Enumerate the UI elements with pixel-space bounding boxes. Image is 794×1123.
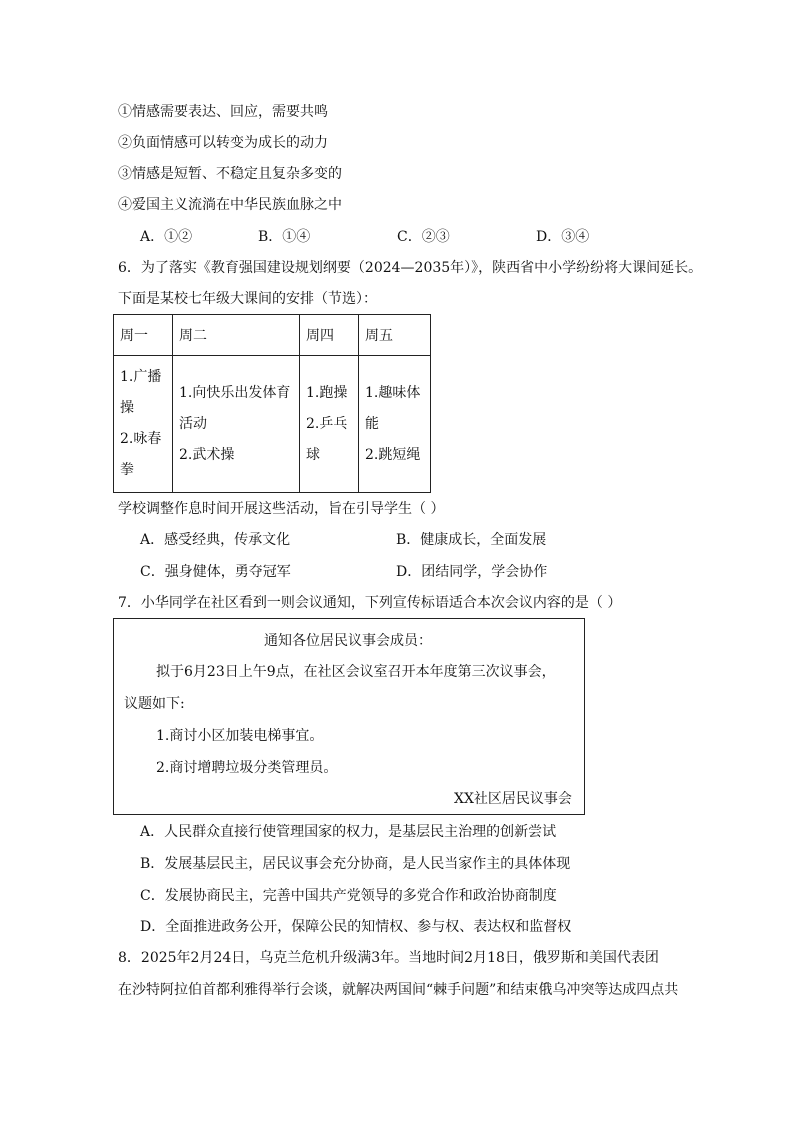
q5-statement-3: ③情感是短暂、不稳定且复杂多变的 <box>118 166 342 182</box>
cell-line: 能 <box>365 415 379 432</box>
cell-line: 1.广播 <box>120 369 162 385</box>
q7-stem: 7．小华同学在社区看到一则会议通知，下列宣传标语适合本次会议内容的是（ ） <box>118 595 622 611</box>
cell-line: 1.跑操 <box>306 384 348 401</box>
notice-title: 通知各位居民议事会成员： <box>264 633 432 649</box>
q6-option-b[interactable]: B．健康成长，全面发展 <box>396 532 547 548</box>
cell-line: 2.跳短绳 <box>365 446 421 463</box>
q6-option-c[interactable]: C．强身健体，勇夺冠军 <box>140 564 291 580</box>
notice-line1: 拟于6月23日上午9点，在社区会议室召开本年度第三次议事会， <box>156 664 556 680</box>
header-tuesday: 周二 <box>173 315 300 356</box>
q5-statement-4: ④爱国主义流淌在中华民族血脉之中 <box>118 197 342 213</box>
meeting-notice-box <box>113 618 585 815</box>
q6-option-a[interactable]: A．感受经典，传承文化 <box>140 532 291 548</box>
cell-line: 2.咏春 <box>120 431 162 447</box>
header-friday: 周五 <box>359 315 431 356</box>
q7-option-d[interactable]: D．全面推进政务公开，保障公民的知情权、参与权、表达权和监督权 <box>140 919 572 935</box>
q5-options <box>140 227 700 247</box>
notice-item2: 2.商讨增聘垃圾分类管理员。 <box>156 760 338 776</box>
q5-statement-1: ①情感需要表达、回应，需要共鸣 <box>118 104 328 120</box>
q5-statement-2: ②负面情感可以转变为成长的动力 <box>118 135 328 151</box>
q7-option-b[interactable]: B．发展基层民主，居民议事会充分协商，是人民当家作主的具体体现 <box>140 856 571 872</box>
notice-line2: 议题如下: <box>124 696 185 712</box>
q7-option-a[interactable]: A．人民群众直接行使管理国家的权力，是基层民主治理的创新尝试 <box>140 824 557 840</box>
cell-line: 2.武术操 <box>179 446 235 463</box>
q6-stem-line2: 下面是某校七年级大课间的安排（节选）： <box>118 291 377 307</box>
cell-friday <box>359 356 431 493</box>
q5-option-c[interactable]: C．②③ <box>397 229 450 245</box>
cell-tuesday <box>173 356 300 493</box>
cell-line: 球 <box>306 446 320 463</box>
cell-line: 活动 <box>179 415 207 432</box>
cell-line: 2.乒乓 <box>306 415 348 432</box>
cell-line: 1.向快乐出发体育 <box>179 384 291 401</box>
q5-option-d[interactable]: D．③④ <box>536 229 590 245</box>
q6-question: 学校调整作息时间开展这些活动，旨在引导学生（ ） <box>118 501 445 517</box>
q6-option-d[interactable]: D．团结同学，学会协作 <box>396 564 548 580</box>
schedule-header-row <box>114 315 431 356</box>
header-monday: 周一 <box>114 315 173 356</box>
q5-option-b[interactable]: B．①④ <box>258 229 311 245</box>
q7-option-c[interactable]: C．发展协商民主，完善中国共产党领导的多党合作和政治协商制度 <box>140 888 557 904</box>
schedule-body-row <box>114 356 431 493</box>
cell-line: 1.趣味体 <box>365 384 421 401</box>
schedule-table <box>113 314 431 493</box>
notice-item1: 1.商讨小区加装电梯事宜。 <box>156 728 324 744</box>
q6-stem-line1: 6．为了落实《教育强国建设规划纲要（2024—2035年）》，陕西省中小学纷纷将大课间延长。 <box>118 260 703 276</box>
notice-signature: XX社区居民议事会 <box>454 791 572 807</box>
q8-line2: 在沙特阿拉伯首都利雅得举行会谈，就解决两国间“棘手问题”和结束俄乌冲突等达成四点共 <box>118 982 679 998</box>
cell-line: 拳 <box>120 462 134 478</box>
cell-thursday <box>300 356 359 493</box>
q8-line1: 8．2025年2月24日，乌克兰危机升级满3年。当地时间2月18日，俄罗斯和美国代表团 <box>118 950 659 966</box>
q5-option-a[interactable]: A．①② <box>140 229 193 245</box>
cell-monday <box>114 356 173 493</box>
header-thursday: 周四 <box>300 315 359 356</box>
cell-line: 操 <box>120 400 134 416</box>
